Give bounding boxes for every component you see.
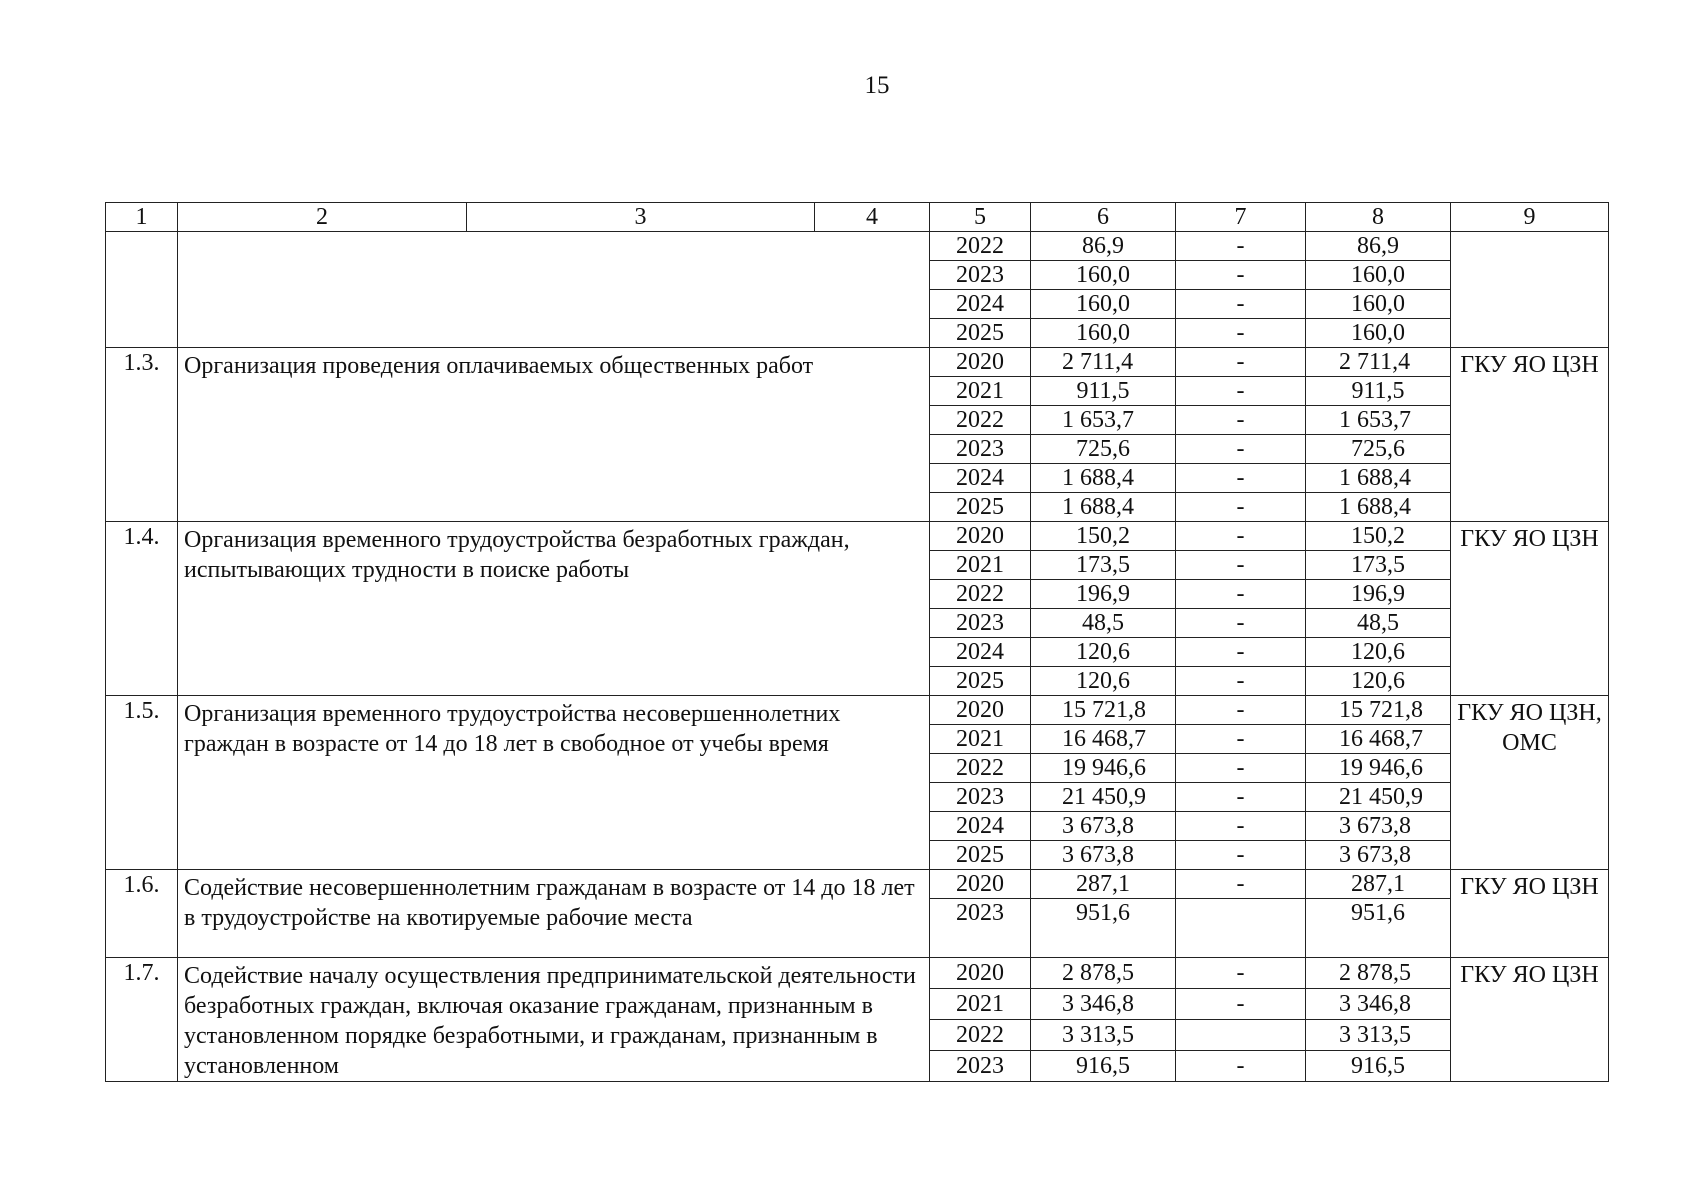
- value-cell-6: 21 450,9: [1031, 783, 1176, 812]
- value-cell-8: 16 468,7: [1306, 725, 1451, 754]
- value-cell-6: 16 468,7: [1031, 725, 1176, 754]
- item-description: Организация временного трудоустройства несовершеннолетних граждан в возрасте от 14 до 18 лет в свободное от учебы время: [178, 696, 930, 870]
- year-cell: 2021: [930, 377, 1031, 406]
- year-cell: 2021: [930, 989, 1031, 1020]
- value-cell-7: -: [1176, 754, 1306, 783]
- table-row: [106, 232, 1609, 261]
- blank-executor-cell: [1451, 232, 1609, 348]
- table-row: [106, 348, 1609, 377]
- value-cell-7: -: [1176, 725, 1306, 754]
- value-cell-7: -: [1176, 958, 1306, 989]
- value-cell-7: -: [1176, 783, 1306, 812]
- value-cell-6: 725,6: [1031, 435, 1176, 464]
- value-cell-6: 3 346,8: [1031, 989, 1176, 1020]
- value-cell-8: 287,1: [1306, 870, 1451, 899]
- item-executor: ГКУ ЯО ЦЗН: [1451, 522, 1609, 696]
- item-executor: ГКУ ЯО ЦЗН: [1451, 870, 1609, 958]
- value-cell-8: 2 878,5: [1306, 958, 1451, 989]
- item-description: Организация временного трудоустройства безработных граждан, испытывающих трудности в поиске работы: [178, 522, 930, 696]
- value-cell-8: 160,0: [1306, 290, 1451, 319]
- year-cell: 2023: [930, 1051, 1031, 1082]
- item-number: 1.5.: [106, 696, 178, 870]
- value-cell-7: -: [1176, 377, 1306, 406]
- value-cell-7: -: [1176, 841, 1306, 870]
- column-header: 2: [178, 203, 467, 232]
- item-number: 1.4.: [106, 522, 178, 696]
- item-number: 1.7.: [106, 958, 178, 1082]
- value-cell-7: [1176, 899, 1306, 958]
- value-cell-8: 1 653,7: [1306, 406, 1451, 435]
- value-cell-7: -: [1176, 989, 1306, 1020]
- value-cell-8: 15 721,8: [1306, 696, 1451, 725]
- value-cell-8: 2 711,4: [1306, 348, 1451, 377]
- value-cell-6: 287,1: [1031, 870, 1176, 899]
- year-cell: 2025: [930, 493, 1031, 522]
- year-cell: 2023: [930, 261, 1031, 290]
- value-cell-6: 911,5: [1031, 377, 1176, 406]
- value-cell-7: -: [1176, 464, 1306, 493]
- value-cell-6: 916,5: [1031, 1051, 1176, 1082]
- year-cell: 2025: [930, 667, 1031, 696]
- value-cell-8: 86,9: [1306, 232, 1451, 261]
- value-cell-6: 1 653,7: [1031, 406, 1176, 435]
- year-cell: 2020: [930, 696, 1031, 725]
- value-cell-7: -: [1176, 696, 1306, 725]
- column-header: 9: [1451, 203, 1609, 232]
- year-cell: 2020: [930, 958, 1031, 989]
- value-cell-8: 3 673,8: [1306, 812, 1451, 841]
- value-cell-8: 1 688,4: [1306, 493, 1451, 522]
- column-header: 6: [1031, 203, 1176, 232]
- year-cell: 2023: [930, 435, 1031, 464]
- value-cell-7: -: [1176, 870, 1306, 899]
- column-header: 4: [815, 203, 930, 232]
- value-cell-6: 120,6: [1031, 638, 1176, 667]
- year-cell: 2020: [930, 870, 1031, 899]
- year-cell: 2024: [930, 638, 1031, 667]
- year-cell: 2024: [930, 812, 1031, 841]
- value-cell-7: -: [1176, 667, 1306, 696]
- item-description: Содействие несовершеннолетним гражданам в возрасте от 14 до 18 лет в трудоустройстве на квотируемые рабочие места: [178, 870, 930, 958]
- value-cell-7: [1176, 1020, 1306, 1051]
- item-executor: ГКУ ЯО ЦЗН: [1451, 348, 1609, 522]
- value-cell-8: 173,5: [1306, 551, 1451, 580]
- item-number: 1.3.: [106, 348, 178, 522]
- value-cell-8: 21 450,9: [1306, 783, 1451, 812]
- table-header-row: [106, 203, 1609, 232]
- value-cell-6: 2 711,4: [1031, 348, 1176, 377]
- year-cell: 2023: [930, 783, 1031, 812]
- budget-table: [105, 202, 1609, 1082]
- value-cell-7: -: [1176, 319, 1306, 348]
- value-cell-8: 120,6: [1306, 667, 1451, 696]
- year-cell: 2025: [930, 841, 1031, 870]
- year-cell: 2024: [930, 464, 1031, 493]
- value-cell-6: 3 673,8: [1031, 841, 1176, 870]
- item-executor: ГКУ ЯО ЦЗН: [1451, 958, 1609, 1082]
- value-cell-7: -: [1176, 580, 1306, 609]
- year-cell: 2024: [930, 290, 1031, 319]
- value-cell-6: 1 688,4: [1031, 464, 1176, 493]
- value-cell-7: -: [1176, 551, 1306, 580]
- value-cell-6: 3 313,5: [1031, 1020, 1176, 1051]
- value-cell-8: 160,0: [1306, 319, 1451, 348]
- year-cell: 2023: [930, 609, 1031, 638]
- year-cell: 2025: [930, 319, 1031, 348]
- value-cell-8: 3 313,5: [1306, 1020, 1451, 1051]
- blank-cell: [106, 232, 178, 348]
- value-cell-8: 3 673,8: [1306, 841, 1451, 870]
- item-number: 1.6.: [106, 870, 178, 958]
- year-cell: 2022: [930, 232, 1031, 261]
- year-cell: 2022: [930, 754, 1031, 783]
- item-executor: ГКУ ЯО ЦЗН, ОМС: [1451, 696, 1609, 870]
- value-cell-6: 160,0: [1031, 290, 1176, 319]
- value-cell-7: -: [1176, 232, 1306, 261]
- value-cell-7: -: [1176, 261, 1306, 290]
- value-cell-6: 15 721,8: [1031, 696, 1176, 725]
- value-cell-8: 120,6: [1306, 638, 1451, 667]
- year-cell: 2022: [930, 1020, 1031, 1051]
- value-cell-6: 150,2: [1031, 522, 1176, 551]
- table-row: [106, 522, 1609, 551]
- page-number: 15: [864, 72, 890, 99]
- table-row: [106, 696, 1609, 725]
- value-cell-8: 911,5: [1306, 377, 1451, 406]
- column-header: 8: [1306, 203, 1451, 232]
- value-cell-8: 725,6: [1306, 435, 1451, 464]
- value-cell-8: 150,2: [1306, 522, 1451, 551]
- value-cell-7: -: [1176, 348, 1306, 377]
- year-cell: 2022: [930, 406, 1031, 435]
- column-header: 3: [467, 203, 815, 232]
- value-cell-7: -: [1176, 493, 1306, 522]
- value-cell-6: 173,5: [1031, 551, 1176, 580]
- value-cell-6: 160,0: [1031, 261, 1176, 290]
- value-cell-8: 19 946,6: [1306, 754, 1451, 783]
- value-cell-6: 86,9: [1031, 232, 1176, 261]
- year-cell: 2020: [930, 348, 1031, 377]
- value-cell-8: 196,9: [1306, 580, 1451, 609]
- value-cell-7: -: [1176, 812, 1306, 841]
- value-cell-8: 3 346,8: [1306, 989, 1451, 1020]
- value-cell-8: 916,5: [1306, 1051, 1451, 1082]
- column-header: 5: [930, 203, 1031, 232]
- year-cell: 2021: [930, 551, 1031, 580]
- value-cell-7: -: [1176, 406, 1306, 435]
- value-cell-6: 951,6: [1031, 899, 1176, 958]
- value-cell-8: 160,0: [1306, 261, 1451, 290]
- item-description: Организация проведения оплачиваемых общественных работ: [178, 348, 930, 522]
- value-cell-6: 1 688,4: [1031, 493, 1176, 522]
- value-cell-8: 48,5: [1306, 609, 1451, 638]
- table-row: [106, 958, 1609, 989]
- value-cell-6: 2 878,5: [1031, 958, 1176, 989]
- table-row: [106, 870, 1609, 899]
- value-cell-7: -: [1176, 435, 1306, 464]
- value-cell-7: -: [1176, 290, 1306, 319]
- item-description: Содействие началу осуществления предпринимательской деятельности безработных граждан, включая оказание гражданам, признанным в установленном порядке безработными, и гражданам, признанным в установленном: [178, 958, 930, 1082]
- value-cell-7: -: [1176, 1051, 1306, 1082]
- blank-description-cell: [178, 232, 930, 348]
- value-cell-6: 120,6: [1031, 667, 1176, 696]
- value-cell-6: 48,5: [1031, 609, 1176, 638]
- value-cell-6: 19 946,6: [1031, 754, 1176, 783]
- value-cell-6: 160,0: [1031, 319, 1176, 348]
- value-cell-6: 196,9: [1031, 580, 1176, 609]
- value-cell-6: 3 673,8: [1031, 812, 1176, 841]
- value-cell-8: 951,6: [1306, 899, 1451, 958]
- column-header: 1: [106, 203, 178, 232]
- year-cell: 2023: [930, 899, 1031, 958]
- value-cell-7: -: [1176, 522, 1306, 551]
- year-cell: 2020: [930, 522, 1031, 551]
- value-cell-7: -: [1176, 638, 1306, 667]
- value-cell-7: -: [1176, 609, 1306, 638]
- year-cell: 2021: [930, 725, 1031, 754]
- value-cell-8: 1 688,4: [1306, 464, 1451, 493]
- year-cell: 2022: [930, 580, 1031, 609]
- column-header: 7: [1176, 203, 1306, 232]
